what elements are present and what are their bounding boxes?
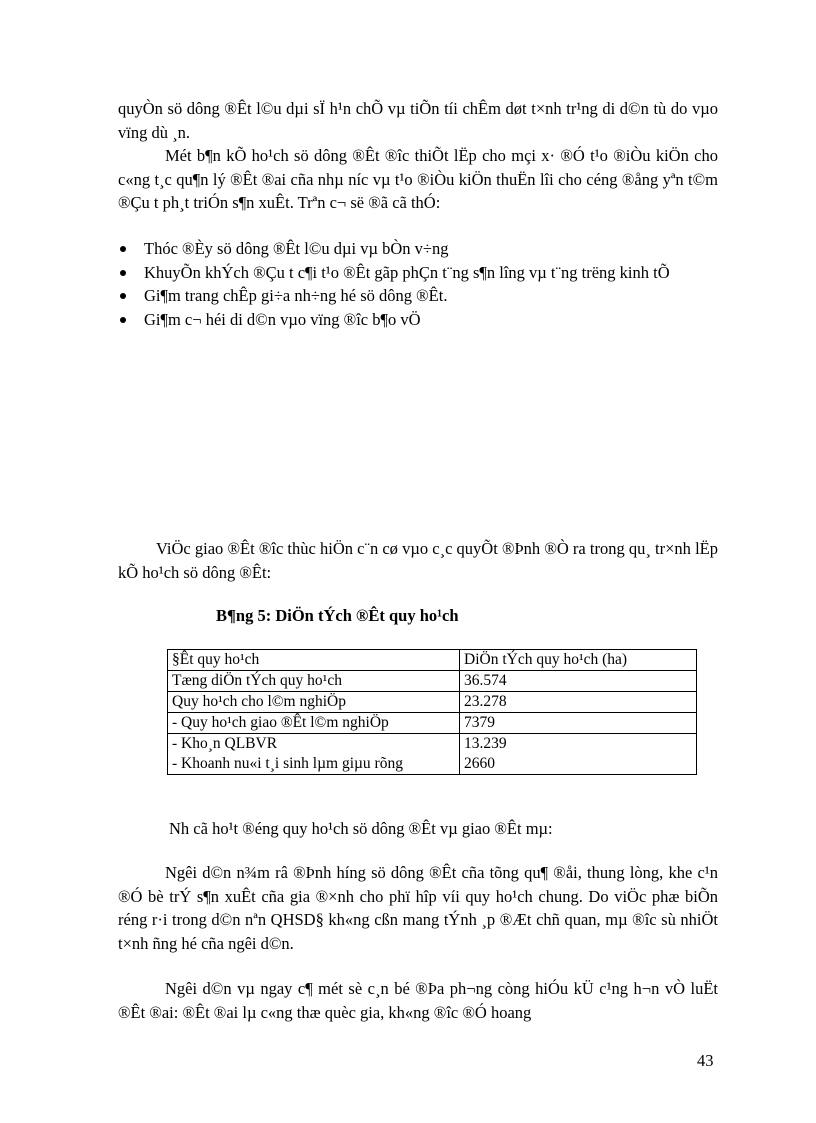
bullet-icon [120, 293, 126, 299]
table-cell: 7379 [460, 713, 697, 734]
table-cell: 23.278 [460, 692, 697, 713]
table-cell: - Khoanh nu«i t¸i sinh lµm giµu rõng [168, 754, 460, 775]
table-cell: - Quy ho¹ch giao ®Êt l©m nghiÖp [168, 713, 460, 734]
paragraph-land-allocation: ViÖc giao ®Êt ®îc thùc hiÖn c¨n cø vµo c¸c quyÕt ®Þnh ®Ò ra trong qu¸ tr×nh lËp kÕ ho¹ch sö dông ®Êt: [118, 539, 718, 582]
table-cell: Tæng diÖn tÝch quy ho¹ch [168, 671, 460, 692]
table-cell: Quy ho¹ch cho l©m nghiÖp [168, 692, 460, 713]
paragraph-thanks-to-planning: Nh cã ho¹t ®éng quy ho¹ch sö dông ®Êt vµ giao ®Êt mµ: [169, 819, 553, 838]
table-header-row [168, 650, 697, 671]
table-row [168, 754, 697, 775]
list-item [118, 237, 718, 261]
benefits-list [118, 237, 718, 331]
list-item [118, 308, 718, 332]
list-item-text: Gi¶m trang chÊp gi÷a nh÷ng hé sö dông ®Êt. [144, 286, 448, 305]
list-item [118, 261, 718, 285]
table-header-cell: §Êt quy ho¹ch [168, 650, 460, 671]
bullet-icon [120, 317, 126, 323]
planned-land-table [167, 649, 697, 775]
table-header-cell: DiÖn tÝch quy ho¹ch (ha) [460, 650, 697, 671]
list-item-text: KhuyÕn khÝch ®Çu t c¶i t¹o ®Êt gãp phÇn t¨ng s¶n lîng vµ t¨ng trëng kinh tÕ [144, 262, 670, 282]
table-cell: 13.239 [460, 734, 697, 755]
table-cell: - Kho¸n QLBVR [168, 734, 460, 755]
paragraph-land-use-plan: Mét b¶n kÕ ho¹ch sö dông ®Êt ®îc thiÕt lËp cho mçi x· ®Ó t¹o ®iÒu kiÖn cho c«ng t¸c qu¶n lý ®Êt ®ai cña nhµ níc vµ t¹o ®iÒu kiÖn thuËn lîi cho céng ®ång yªn t©m ®Çu t ph¸t triÓn s¶n xuÊt. Trªn c¬ së ®ã cã thÓ: [118, 146, 718, 212]
table-row [168, 713, 697, 734]
bullet-icon [120, 246, 126, 252]
list-item-text: Gi¶m c¬ héi di d©n vµo vïng ®îc b¶o vÖ [144, 309, 421, 329]
paragraph-intro-continuation: quyÒn sö dông ®Êt l©u dµi sÏ h¹n chÕ vµ tiÕn tíi chÊm døt t×nh tr¹ng di d©n tù do vµo vïng dù ¸n. [118, 99, 718, 142]
bullet-icon [120, 270, 126, 276]
list-item-text: Thóc ®Èy sö dông ®Êt l©u dµi vµ bÒn v÷ng [144, 239, 449, 258]
table-title: B¶ng 5: DiÖn tÝch ®Êt quy ho¹ch [216, 606, 459, 625]
paragraph-people-understand: Ngêi d©n n¾m râ ®Þnh híng sö dông ®Êt cña tõng qu¶ ®åi, thung lòng, khe c¹n ®Ó bè trÝ s¶n xuÊt cña gia ®×nh cho phï hîp víi quy ho¹ch chung. Do viÖc phæ biÕn réng r·i trong d©n nªn QHSD§ kh«ng cßn mang tÝnh ¸p ®Æt chñ quan, mµ ®îc sù nhiÖt t×nh ñng hé cña ngêi d©n. [118, 863, 718, 953]
table-row [168, 671, 697, 692]
table-row [168, 692, 697, 713]
table-row [168, 734, 697, 755]
table-cell: 36.574 [460, 671, 697, 692]
page-number: 43 [697, 1051, 714, 1070]
table-cell: 2660 [460, 754, 697, 775]
paragraph-land-law: Ngêi d©n vµ ngay c¶ mét sè c¸n bé ®Þa ph¬ng còng hiÓu kÜ c¹ng h¬n vÒ luËt ®Êt ®ai: ®Êt ®ai lµ c«ng thæ quèc gia, kh«ng ®îc ®Ó hoang [118, 979, 718, 1022]
list-item [118, 284, 718, 308]
